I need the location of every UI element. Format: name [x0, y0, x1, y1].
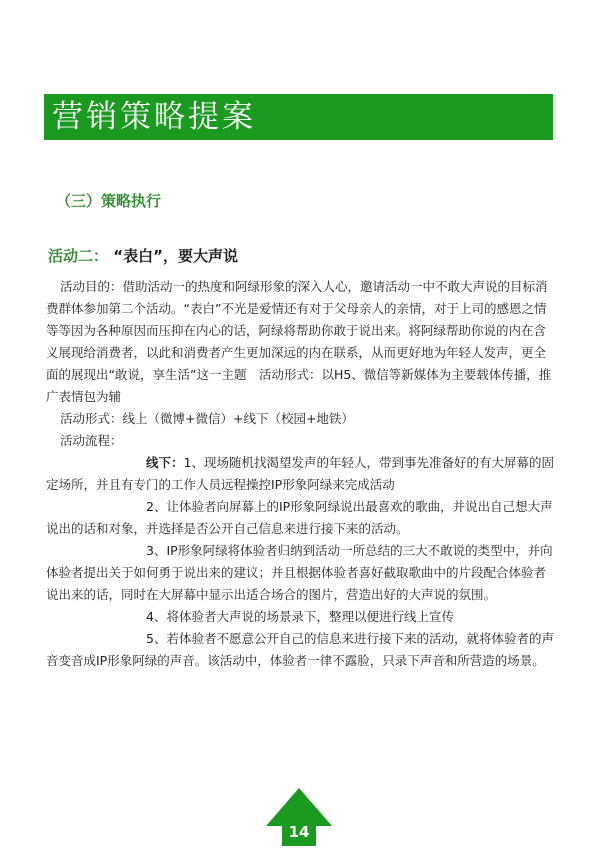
- offline-step-3: 3、IP形象阿绿将体验者归纳到活动一所总结的三大不敢说的类型中，并向体验者提出关于如何勇于说出来的建议；并且根据体验者喜好截取歌曲中的片段配合体验者说出来的话，同时在大屏幕中显示出适合场合的图片，营造出好的大声说的氛围。: [46, 543, 553, 602]
- page-title: 营销策略提案: [52, 99, 256, 135]
- activity-title-text: “表白”，要大声说: [113, 247, 238, 265]
- activity-process-label: 活动流程：: [60, 433, 123, 448]
- step-text: 1、现场随机找渴望发声的年轻人，带到事先准备好的有大屏幕的固定场所，并且有专门的工作人员远程操控IP形象阿绿来完成活动: [46, 455, 554, 492]
- offline-step-1: [46, 452, 558, 496]
- activity-body: [46, 276, 558, 672]
- offline-step-5: 5、若体验者不愿意公开自己的信息来进行接下来的活动，就将体验者的声音变音成IP形象阿绿的声音。该活动中，体验者一律不露脸，只录下声音和所营造的场景。: [46, 631, 554, 668]
- offline-label: 线下：: [146, 455, 184, 470]
- section-heading: （三）策略执行: [56, 192, 162, 210]
- activity-title: [48, 245, 238, 266]
- activity-form: 活动形式：线上（微博+微信）+线下（校园+地铁）: [60, 411, 354, 426]
- offline-step-2: 2、让体验者向屏幕上的IP形象阿绿说出最喜欢的歌曲，并说出自己想大声说出的话和对象，并选择是否公开自己信息来进行接下来的活动。: [46, 499, 553, 536]
- offline-step-4: 4、将体验者大声说的场景录下，整理以便进行线上宣传: [146, 609, 454, 624]
- page-number: 14: [288, 823, 310, 841]
- activity-title-lead: 活动二：: [48, 247, 109, 265]
- activity-purpose: 活动目的：借助活动一的热度和阿绿形象的深入人心，邀请活动一中不敢大声说的目标消费群体参加第二个活动。“表白”不光是爱情还有对于父母亲人的亲情，对于上司的感恩之情等等因为各种原因而压抑在内心的话，阿绿将帮助你敢于说出来。将阿绿帮助你说的内在含义展现给消费者，以此和消费者产生更加深远的内在联系，从而更好地为年轻人发声，更全面的展现出“敢说，享生活”这一主题 活动形式：以H5、微信等新媒体为主要载体传播，推广表情包为辅: [46, 279, 552, 404]
